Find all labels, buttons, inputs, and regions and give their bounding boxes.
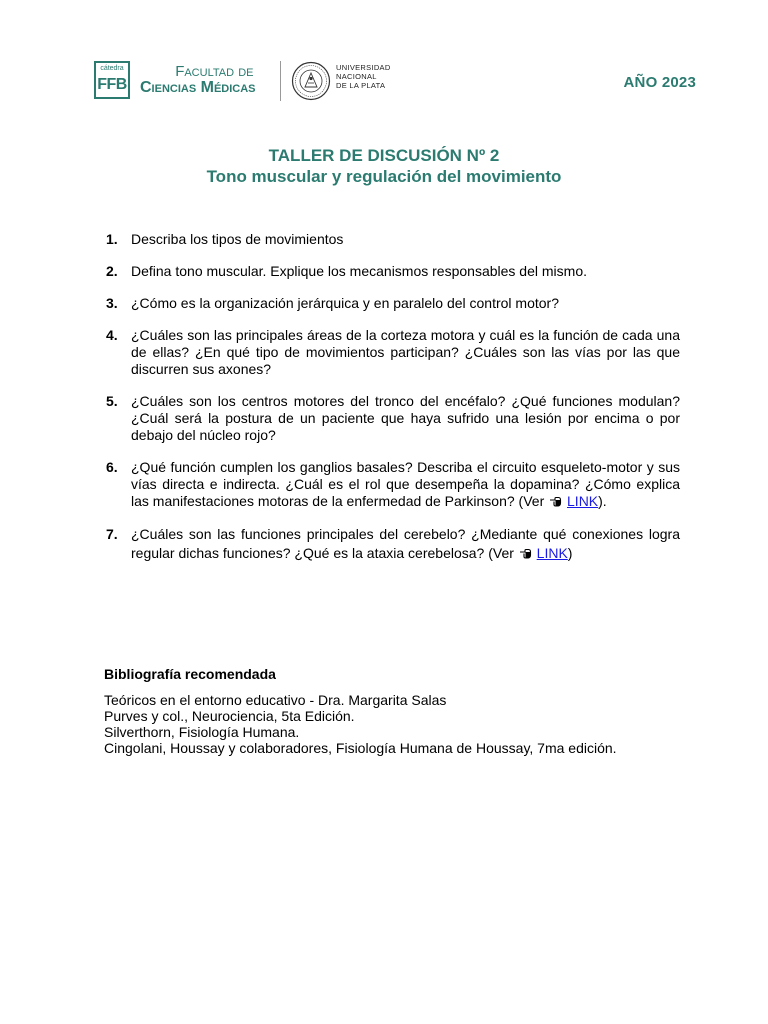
question-item [106,295,680,312]
bibliography-heading: Bibliografía recomendada [104,666,276,682]
question-number: 2. [106,263,118,279]
document-title: TALLER DE DISCUSIÓN Nº 2 [268,146,500,165]
ffb-logo-small-text: cátedra [100,65,124,72]
question-number: 5. [106,393,118,409]
bibliography-section [104,666,704,756]
bibliography-item: Teóricos en el entorno educativo - Dra. Margarita Salas [104,692,447,708]
question-item [106,525,680,563]
bibliography-item: Cingolani, Houssay y colaboradores, Fisiología Humana de Houssay, 7ma edición. [104,740,617,756]
question-item [106,327,680,378]
question-number: 4. [106,327,118,343]
ffb-logo-letters: FFB [97,76,127,93]
question-number: 3. [106,295,118,311]
university-name-line3: DE LA PLATA [336,81,386,90]
link-cerebelo[interactable]: LINK [536,545,568,561]
question-item [106,459,680,510]
bibliography-list [104,692,704,756]
header-divider [280,61,281,101]
document-subtitle: Tono muscular y regulación del movimiento [206,167,562,186]
question-text: Describa los tipos de movimientos [131,231,344,247]
bibliography-item: Purves y col., Neurociencia, 5ta Edición. [104,708,355,724]
faculty-name-line2: Ciencias Médicas [140,79,256,96]
question-text-after: ) [567,545,573,561]
question-item [106,231,680,248]
pointing-hand-icon [549,495,562,507]
question-number: 7. [106,526,118,542]
pointing-hand-icon [519,547,532,559]
question-list [106,231,680,578]
university-name-line1: UNIVERSIDAD [336,63,391,72]
ffb-logo [94,61,130,99]
link-parkinson[interactable]: LINK [567,493,599,509]
faculty-name-line1: Facultad de [175,63,254,80]
question-text: Defina tono muscular. Explique los mecanismos responsables del mismo. [131,263,587,279]
document-title-block [0,146,768,188]
year-label: AÑO 2023 [623,74,696,91]
question-text: ¿Cómo es la organización jerárquica y en paralelo del control motor? [131,295,559,311]
question-text: ¿Cuáles son las principales áreas de la corteza motora y cuál es la función de cada una de ellas? ¿En qué tipo de movimientos participan? ¿Cuáles son las vías por las que discurren sus axones? [131,327,680,377]
question-number: 1. [106,231,118,247]
question-text-after: ). [598,493,607,509]
university-name-line2: NACIONAL [336,72,377,81]
bibliography-item: Silverthorn, Fisiología Humana. [104,724,300,740]
question-number: 6. [106,459,118,475]
question-text: ¿Cuáles son los centros motores del tronco del encéfalo? ¿Qué funciones modulan? ¿Cuál será la postura de un paciente que haya sufrido una lesión por encima o por debajo del núcleo rojo? [131,393,680,443]
question-text: ¿Qué función cumplen los ganglios basales? Describa el circuito esqueleto-motor y sus vías directa e indirecta. ¿Cuál es el rol que desempeña la dopamina? ¿Cómo explica las manifestaciones motoras de la enfermedad de Parkinson? (Ver [131,459,680,509]
page-header [94,58,696,104]
question-item [106,393,680,444]
question-text: ¿Cuáles son las funciones principales del cerebelo? ¿Mediante qué conexiones logra regular dichas funciones? ¿Qué es la ataxia cerebelosa? (Ver [131,526,680,561]
question-item [106,263,680,280]
university-seal-icon [291,61,331,101]
faculty-name [140,64,256,96]
university-name [336,63,391,90]
